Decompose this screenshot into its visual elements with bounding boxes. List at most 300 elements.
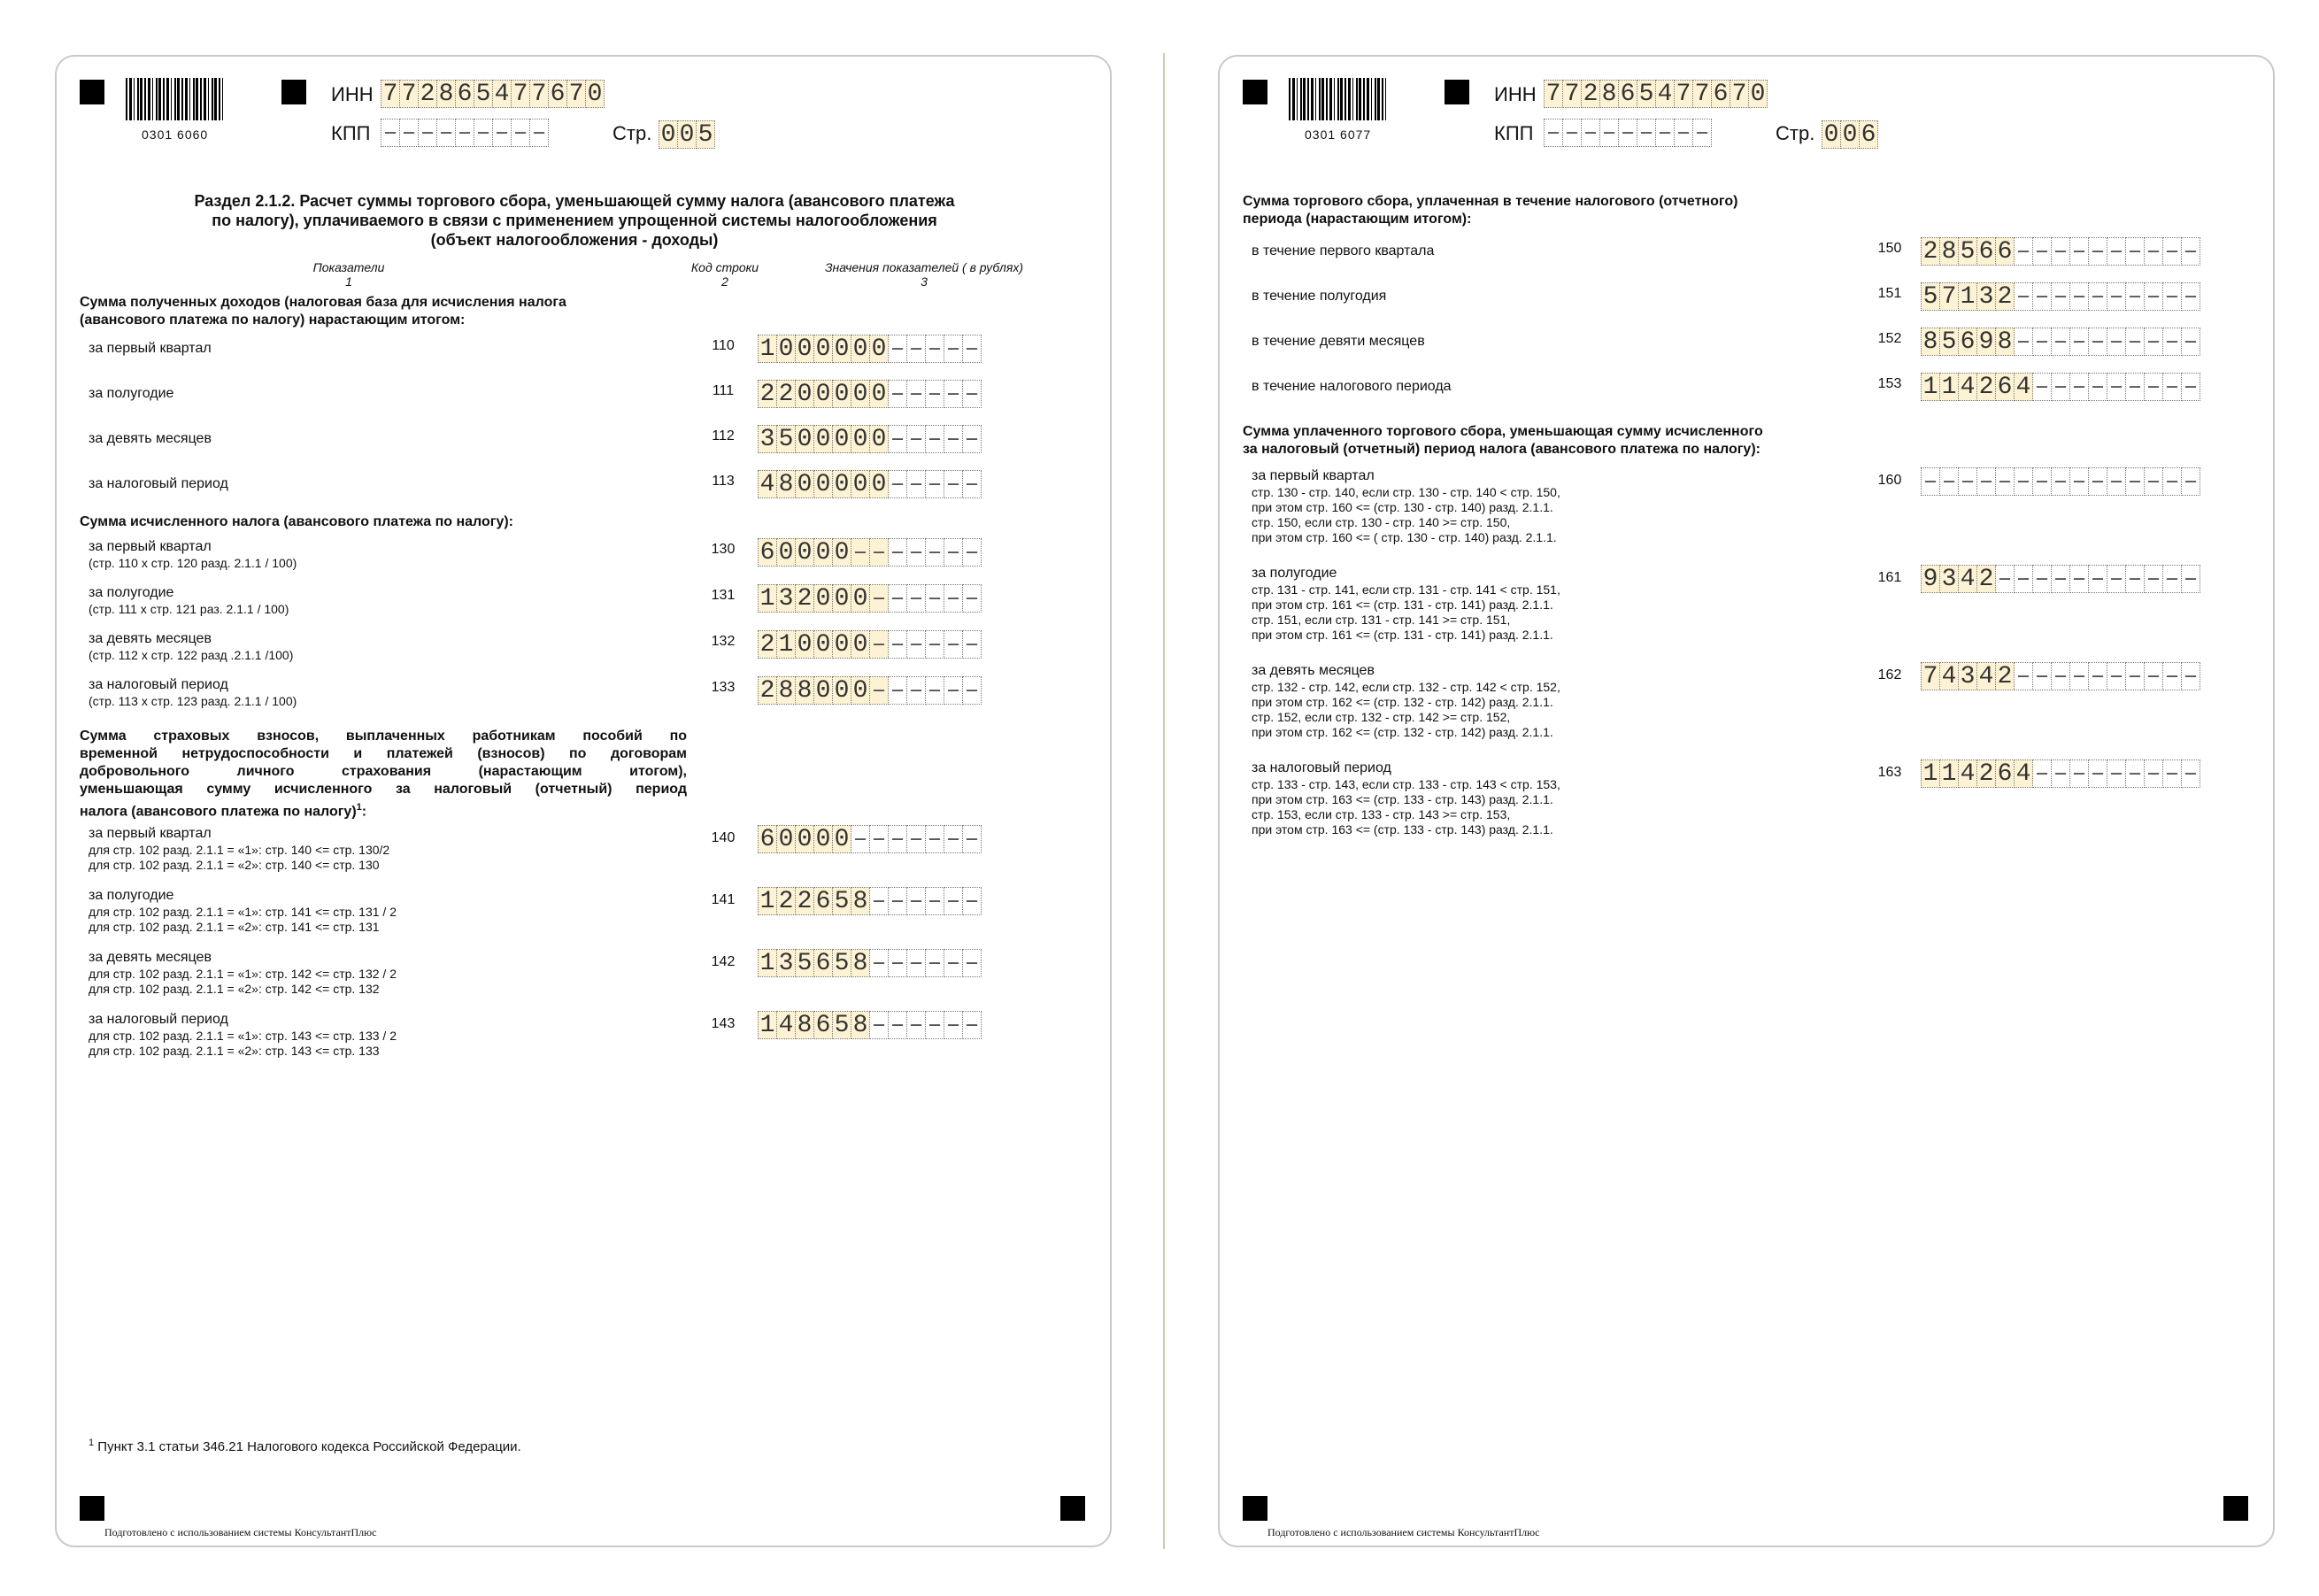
digit-cell: 0 (832, 584, 851, 613)
digit-cell: – (962, 584, 982, 613)
digit-cell: – (1544, 119, 1563, 147)
digit-cell: 0 (813, 538, 833, 567)
digit-cell: – (2144, 662, 2163, 690)
row-formula: при этом стр. 162 <= (стр. 132 - стр. 142) разд. 2.1.1. (1252, 695, 1553, 709)
digit-cell: – (2107, 373, 2126, 401)
digit-cell: – (2125, 373, 2145, 401)
value-field-131[interactable] (758, 584, 981, 613)
digit-cell: 5 (832, 949, 851, 977)
value-field-141[interactable] (758, 887, 981, 915)
digit-cell: 2 (795, 887, 814, 915)
digit-cell: – (944, 949, 963, 977)
value-field-140[interactable] (758, 825, 981, 853)
digit-cell: 0 (851, 584, 870, 613)
digit-cell: – (2088, 467, 2107, 496)
digit-cell: – (906, 630, 926, 659)
digit-cell: 1 (1939, 373, 1959, 401)
digit-cell: 0 (1748, 80, 1768, 108)
digit-cell: 0 (869, 380, 889, 408)
value-field-142[interactable] (758, 949, 981, 977)
digit-cell: 4 (1958, 373, 1977, 401)
digit-cell: 7 (1939, 282, 1959, 311)
row-label: в течение налогового периода (1252, 379, 1452, 394)
digit-cell: 4 (2014, 373, 2033, 401)
digit-cell: 0 (832, 825, 851, 853)
section-title-line: Раздел 2.1.2. Расчет суммы торгового сбора, уменьшающей сумму налога (авансового платежа (194, 192, 955, 210)
row-code: 163 (1877, 765, 1902, 780)
digit-cell: 8 (795, 676, 814, 705)
row-code: 132 (711, 634, 736, 649)
digit-cell: – (2051, 759, 2070, 788)
section-heading-line: за налоговый (отчетный) период налога (авансового платежа по налогу): (1243, 442, 1760, 457)
digit-cell: 0 (776, 335, 796, 363)
digit-cell: 0 (795, 425, 814, 453)
digit-cell: – (2088, 565, 2107, 593)
digit-cell: – (1995, 467, 2015, 496)
row-code: 150 (1877, 241, 1902, 256)
value-field-162[interactable] (1921, 662, 2200, 690)
digit-cell: – (906, 949, 926, 977)
digit-cell: – (2107, 237, 2126, 266)
row-formula: для стр. 102 разд. 2.1.1 = «2»: стр. 142 <= стр. 132 (89, 982, 380, 996)
row-formula: при этом стр. 161 <= (стр. 131 - стр. 141) разд. 2.1.1. (1252, 628, 1553, 642)
digit-cell: – (2181, 237, 2200, 266)
digit-cell: 8 (776, 676, 796, 705)
digit-cell: 2 (1581, 80, 1600, 108)
income-section-title (80, 294, 717, 329)
digit-cell: – (2107, 282, 2126, 311)
digit-cell: 6 (1859, 120, 1878, 149)
digit-cell: – (2181, 373, 2200, 401)
digit-cell: – (962, 425, 982, 453)
digit-cell: – (2107, 759, 2126, 788)
digit-cell: 4 (776, 1011, 796, 1039)
digit-cell: – (2069, 328, 2089, 356)
digit-cell: 6 (548, 80, 567, 108)
row-label: за полугодие (89, 386, 174, 401)
digit-cell: – (2088, 662, 2107, 690)
digit-cell: – (2051, 328, 2070, 356)
digit-cell: – (2125, 759, 2145, 788)
digit-cell: – (869, 538, 889, 567)
kpp-field[interactable] (1544, 119, 1711, 147)
footer-credit: Подготовлено с использованием системы КонсультантПлюс (104, 1526, 377, 1538)
value-field-111[interactable] (758, 380, 981, 408)
row-label: за девять месяцев (89, 950, 212, 965)
section-title (83, 191, 1066, 250)
digit-cell: – (962, 538, 982, 567)
digit-cell: 8 (1599, 80, 1619, 108)
row-formula: (стр. 113 х стр. 123 разд. 2.1.1 / 100) (89, 694, 297, 708)
digit-cell: 8 (1995, 328, 2015, 356)
digit-cell: – (1674, 119, 1693, 147)
digit-cell: – (2162, 467, 2182, 496)
digit-cell: 1 (758, 1011, 777, 1039)
digit-cell: 7 (1921, 662, 1940, 690)
col-header-number: 3 (921, 274, 928, 289)
digit-cell: – (888, 949, 907, 977)
digit-cell: 0 (851, 380, 870, 408)
digit-cell: – (2125, 662, 2145, 690)
digit-cell: – (2181, 759, 2200, 788)
section-heading-line: (авансового платежа по налогу) нарастающим итогом: (80, 312, 466, 328)
tax-section-title: Сумма исчисленного налога (авансового платежа по налогу): (80, 514, 513, 529)
digit-cell: 0 (813, 676, 833, 705)
row-formula: при этом стр. 163 <= (стр. 133 - стр. 143) разд. 2.1.1. (1252, 792, 1553, 806)
page-number-field[interactable] (1822, 120, 1877, 149)
digit-cell: – (2107, 662, 2126, 690)
digit-cell: – (2051, 373, 2070, 401)
value-field-160[interactable] (1921, 467, 2200, 496)
inn-field[interactable] (381, 80, 604, 108)
insurance-section-title (80, 728, 687, 798)
value-field-163[interactable] (1921, 759, 2200, 788)
row-label: за первый квартал (89, 341, 212, 356)
inn-label: ИНН (331, 83, 374, 105)
digit-cell: 2 (1976, 759, 1996, 788)
digit-cell: 0 (832, 380, 851, 408)
row-formula: стр. 151, если стр. 131 - стр. 141 >= стр. 151, (1252, 613, 1511, 627)
row-code: 142 (711, 954, 736, 969)
digit-cell: – (1599, 119, 1619, 147)
row-formula: стр. 131 - стр. 141, если стр. 131 - стр. 141 < стр. 151, (1252, 582, 1560, 597)
digit-cell: 0 (851, 335, 870, 363)
digit-cell: 3 (1939, 565, 1959, 593)
digit-cell: 1 (758, 335, 777, 363)
digit-cell: – (2144, 467, 2163, 496)
digit-cell: – (2144, 373, 2163, 401)
digit-cell: 0 (813, 630, 833, 659)
paid-fee-section-title (1243, 193, 1737, 228)
digit-cell: 6 (758, 825, 777, 853)
digit-cell: 7 (1730, 80, 1749, 108)
digit-cell: 4 (1655, 80, 1675, 108)
digit-cell: 0 (832, 335, 851, 363)
digit-cell: – (906, 380, 926, 408)
digit-cell: – (2051, 237, 2070, 266)
digit-cell: – (962, 825, 982, 853)
digit-cell: 1 (1958, 282, 1977, 311)
row-label: за полугодие (89, 888, 174, 903)
digit-cell: – (2088, 282, 2107, 311)
value-field-150[interactable] (1921, 237, 2200, 266)
row-label: за первый квартал (1252, 468, 1375, 483)
digit-cell: – (906, 584, 926, 613)
digit-cell: – (869, 676, 889, 705)
digit-cell: – (2069, 467, 2089, 496)
digit-cell: – (962, 630, 982, 659)
digit-cell: 2 (758, 380, 777, 408)
footer-credit: Подготовлено с использованием системы КонсультантПлюс (1267, 1526, 1540, 1538)
value-field-133[interactable] (758, 676, 981, 705)
digit-cell: 1 (1939, 759, 1959, 788)
row-formula: при этом стр. 161 <= (стр. 131 - стр. 141) разд. 2.1.1. (1252, 598, 1553, 612)
digit-cell: – (2088, 373, 2107, 401)
row-code: 111 (712, 383, 735, 398)
row-formula: для стр. 102 разд. 2.1.1 = «2»: стр. 140 <= стр. 130 (89, 858, 380, 872)
digit-cell: 0 (832, 425, 851, 453)
digit-cell: 0 (1840, 120, 1860, 149)
digit-cell: – (511, 119, 530, 147)
barcode (1289, 78, 1386, 120)
digit-cell: – (399, 119, 419, 147)
digit-cell: – (2125, 282, 2145, 311)
digit-cell: – (888, 630, 907, 659)
digit-cell: 0 (813, 470, 833, 498)
digit-cell: – (2144, 759, 2163, 788)
digit-cell: – (436, 119, 456, 147)
digit-cell: – (2014, 282, 2033, 311)
value-field-110[interactable] (758, 335, 981, 363)
digit-cell: 7 (1692, 80, 1712, 108)
digit-cell: – (2069, 282, 2089, 311)
digit-cell: – (869, 949, 889, 977)
value-field-151[interactable] (1921, 282, 2200, 311)
page-number-label: Стр. (1776, 122, 1815, 144)
digit-cell: – (906, 676, 926, 705)
digit-cell: 6 (1995, 759, 2015, 788)
row-code: 131 (711, 588, 736, 603)
digit-cell: – (2181, 328, 2200, 356)
digit-cell: – (2069, 662, 2089, 690)
digit-cell: 3 (758, 425, 777, 453)
digit-cell: 7 (529, 80, 549, 108)
digit-cell: – (851, 825, 870, 853)
digit-cell: – (888, 470, 907, 498)
digit-cell: 1 (758, 887, 777, 915)
row-label: за девять месяцев (89, 631, 212, 646)
digit-cell: – (925, 425, 944, 453)
value-field-161[interactable] (1921, 565, 2200, 593)
digit-cell: 2 (1976, 373, 1996, 401)
digit-cell: – (906, 470, 926, 498)
digit-cell: – (2162, 759, 2182, 788)
digit-cell: 6 (1618, 80, 1637, 108)
digit-cell: – (455, 119, 474, 147)
digit-cell: 0 (776, 538, 796, 567)
digit-cell: – (888, 538, 907, 567)
digit-cell: – (869, 887, 889, 915)
digit-cell: – (906, 425, 926, 453)
digit-cell: 5 (832, 1011, 851, 1039)
digit-cell: 2 (776, 887, 796, 915)
digit-cell: 0 (851, 425, 870, 453)
col-header-number: 2 (721, 274, 728, 289)
digit-cell: – (2032, 373, 2052, 401)
page-number-label: Стр. (612, 122, 652, 144)
footnote-mark: 1 (89, 1438, 95, 1448)
value-field-143[interactable] (758, 1011, 981, 1039)
value-field-130[interactable] (758, 538, 981, 567)
digit-cell: 7 (511, 80, 530, 108)
digit-cell: 2 (1995, 662, 2015, 690)
corner-marker (2223, 1496, 2248, 1521)
digit-cell: – (2181, 467, 2200, 496)
digit-cell: – (944, 538, 963, 567)
digit-cell: – (925, 538, 944, 567)
section-heading-line: налога (авансового платежа по налогу) (80, 804, 357, 820)
digit-cell: – (962, 1011, 982, 1039)
digit-cell: – (888, 1011, 907, 1039)
row-formula: при этом стр. 160 <= ( стр. 130 - стр. 140) разд. 2.1.1. (1252, 530, 1557, 544)
section-title-line: по налогу), уплачиваемого в связи с применением упрощенной системы налогообложения (212, 212, 937, 229)
kpp-field[interactable] (381, 119, 548, 147)
corner-marker (1243, 80, 1267, 104)
digit-cell: – (2032, 662, 2052, 690)
digit-cell: 6 (1976, 237, 1996, 266)
digit-cell: – (2032, 565, 2052, 593)
digit-cell: – (2162, 328, 2182, 356)
digit-cell: – (2107, 328, 2126, 356)
digit-cell: 4 (2014, 759, 2033, 788)
digit-cell: 0 (813, 425, 833, 453)
digit-cell: – (944, 676, 963, 705)
digit-cell: – (2162, 662, 2182, 690)
digit-cell: – (1692, 119, 1712, 147)
digit-cell: – (2051, 565, 2070, 593)
digit-cell: 6 (1995, 237, 2015, 266)
digit-cell: – (2069, 565, 2089, 593)
digit-cell: – (2088, 759, 2107, 788)
reducing-fee-section-title (1243, 423, 1763, 459)
digit-cell: 8 (851, 887, 870, 915)
digit-cell: 2 (1976, 565, 1996, 593)
section-title-line: (объект налогообложения - доходы) (430, 231, 719, 249)
page-number-field[interactable] (659, 120, 714, 149)
digit-cell: – (1958, 467, 1977, 496)
row-formula: для стр. 102 разд. 2.1.1 = «1»: стр. 140 <= стр. 130/2 (89, 843, 390, 857)
value-field-112[interactable] (758, 425, 981, 453)
digit-cell: 7 (1674, 80, 1693, 108)
digit-cell: 5 (474, 80, 493, 108)
value-field-152[interactable] (1921, 328, 2200, 356)
digit-cell: – (2144, 282, 2163, 311)
digit-cell: 8 (436, 80, 456, 108)
form-page-left (55, 55, 1112, 1547)
digit-cell: 0 (795, 470, 814, 498)
corner-marker (80, 80, 104, 104)
digit-cell: – (925, 380, 944, 408)
digit-cell: – (2014, 467, 2033, 496)
digit-cell: – (2144, 565, 2163, 593)
section-heading-line: Сумма уплаченного торгового сбора, уменьшающая сумму исчисленного (1243, 424, 1763, 439)
digit-cell: – (906, 1011, 926, 1039)
digit-cell: – (2162, 565, 2182, 593)
digit-cell: 0 (869, 470, 889, 498)
digit-cell: – (888, 425, 907, 453)
digit-cell: 0 (795, 825, 814, 853)
digit-cell: – (869, 584, 889, 613)
digit-cell: – (888, 380, 907, 408)
value-field-132[interactable] (758, 630, 981, 659)
digit-cell: 6 (1995, 373, 2015, 401)
digit-cell: 9 (1921, 565, 1940, 593)
digit-cell: – (1921, 467, 1940, 496)
digit-cell: 6 (1958, 328, 1977, 356)
digit-cell: – (944, 335, 963, 363)
digit-cell: 4 (492, 80, 512, 108)
value-field-113[interactable] (758, 470, 981, 498)
digit-cell: – (2181, 662, 2200, 690)
digit-cell: 2 (776, 380, 796, 408)
digit-cell: – (2144, 328, 2163, 356)
value-field-153[interactable] (1921, 373, 2200, 401)
corner-marker (281, 80, 306, 104)
digit-cell: 5 (1637, 80, 1656, 108)
col-header-text: Код строки (690, 260, 759, 274)
digit-cell: – (2051, 467, 2070, 496)
row-formula: стр. 153, если стр. 133 - стр. 143 >= стр. 153, (1252, 807, 1511, 821)
digit-cell: 7 (399, 80, 419, 108)
digit-cell: 3 (776, 584, 796, 613)
row-formula: (стр. 112 х стр. 122 разд .2.1.1 /100) (89, 648, 294, 662)
inn-field[interactable] (1544, 80, 1767, 108)
row-formula: при этом стр. 163 <= (стр. 133 - стр. 143) разд. 2.1.1. (1252, 822, 1553, 837)
row-label: за полугодие (1252, 566, 1337, 581)
row-code: 143 (711, 1016, 736, 1031)
corner-marker (1060, 1496, 1085, 1521)
barcode-number: 0301 6060 (142, 127, 209, 142)
digit-cell: 0 (813, 825, 833, 853)
digit-cell: – (925, 470, 944, 498)
barcode-number: 0301 6077 (1305, 127, 1372, 142)
digit-cell: – (925, 887, 944, 915)
digit-cell: – (925, 949, 944, 977)
digit-cell: – (906, 887, 926, 915)
row-formula: для стр. 102 разд. 2.1.1 = «1»: стр. 143 <= стр. 133 / 2 (89, 1029, 397, 1043)
digit-cell: – (869, 825, 889, 853)
digit-cell: – (944, 380, 963, 408)
digit-cell: – (2181, 282, 2200, 311)
digit-cell: 0 (832, 676, 851, 705)
row-code: 130 (711, 542, 736, 557)
digit-cell: – (2069, 373, 2089, 401)
row-formula: для стр. 102 разд. 2.1.1 = «2»: стр. 143 <= стр. 133 (89, 1044, 380, 1058)
digit-cell: – (1581, 119, 1600, 147)
row-formula: стр. 150, если стр. 130 - стр. 140 >= стр. 150, (1252, 515, 1511, 529)
digit-cell: – (944, 825, 963, 853)
digit-cell: 3 (1958, 662, 1977, 690)
section-heading-line: временной нетрудоспособности и платежей (взносов) по договорам (80, 746, 687, 761)
digit-cell: 0 (795, 335, 814, 363)
digit-cell: – (2051, 282, 2070, 311)
row-formula: для стр. 102 разд. 2.1.1 = «2»: стр. 141 <= стр. 131 (89, 920, 380, 934)
row-label: за налоговый период (1252, 760, 1391, 775)
digit-cell: 0 (813, 584, 833, 613)
footnote (89, 1438, 521, 1454)
digit-cell: 5 (1921, 282, 1940, 311)
digit-cell: – (962, 470, 982, 498)
digit-cell: – (962, 887, 982, 915)
col-header-code (676, 260, 774, 289)
row-label: в течение девяти месяцев (1252, 334, 1425, 349)
digit-cell: – (2032, 328, 2052, 356)
digit-cell: 5 (795, 949, 814, 977)
digit-cell: 4 (1958, 565, 1977, 593)
digit-cell: – (2162, 373, 2182, 401)
digit-cell: – (869, 630, 889, 659)
row-code: 161 (1877, 570, 1902, 585)
row-formula: для стр. 102 разд. 2.1.1 = «1»: стр. 141 <= стр. 131 / 2 (89, 905, 397, 919)
digit-cell: – (2088, 328, 2107, 356)
row-formula: (стр. 110 х стр. 120 разд. 2.1.1 / 100) (89, 556, 297, 570)
digit-cell: – (888, 584, 907, 613)
digit-cell: – (925, 676, 944, 705)
digit-cell: – (944, 470, 963, 498)
col-header-text: Значения показателей ( в рублях) (824, 260, 1024, 274)
digit-cell: 0 (813, 335, 833, 363)
digit-cell: – (925, 825, 944, 853)
